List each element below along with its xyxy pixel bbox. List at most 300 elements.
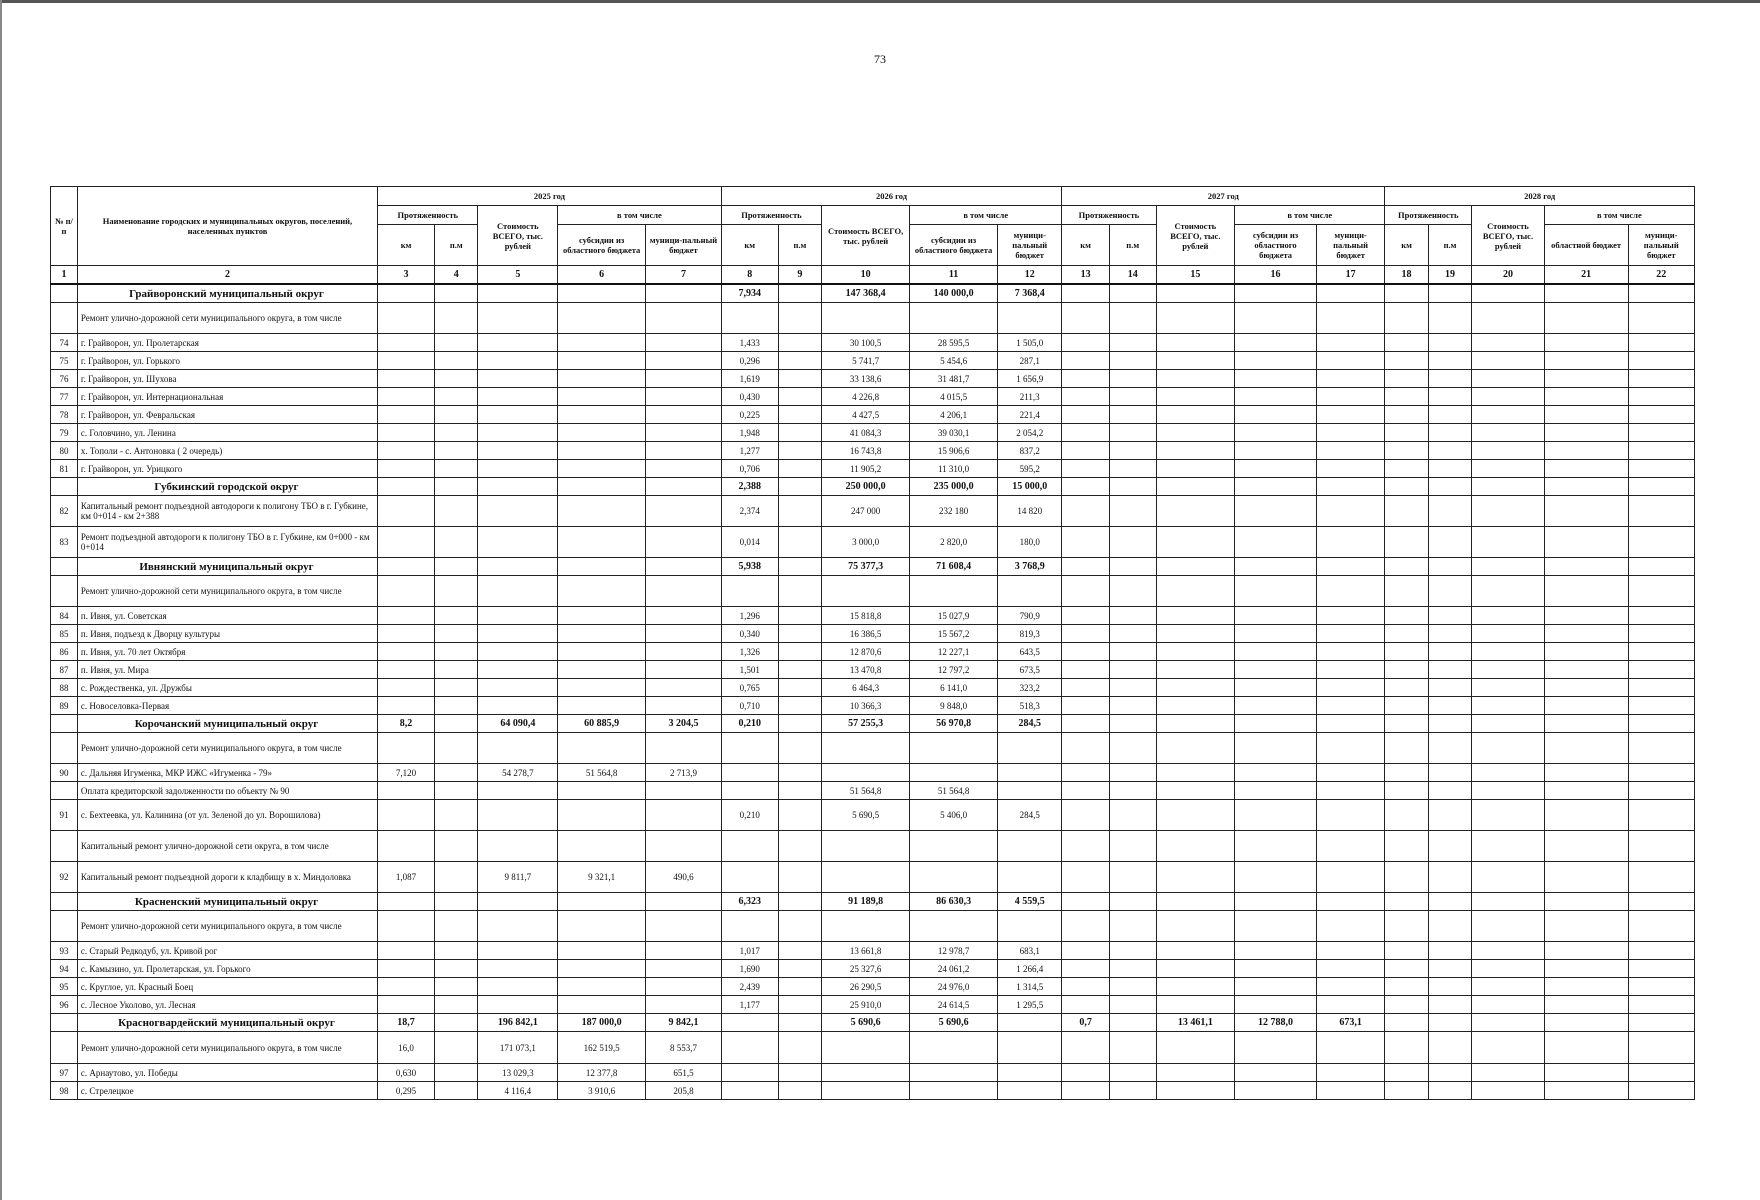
- value-cell: [558, 303, 646, 334]
- value-cell: 0,295: [378, 1082, 435, 1100]
- value-cell: [1544, 942, 1628, 960]
- value-cell: [558, 960, 646, 978]
- row-number: 74: [51, 334, 78, 352]
- value-cell: [721, 862, 778, 893]
- item-name: п. Ивня, подъезд к Дворцу культуры: [77, 625, 377, 643]
- value-cell: [435, 303, 478, 334]
- value-cell: [1109, 960, 1156, 978]
- value-cell: [435, 1014, 478, 1032]
- value-cell: [558, 576, 646, 607]
- value-cell: [1156, 576, 1235, 607]
- value-cell: [1062, 911, 1110, 942]
- value-cell: [1628, 697, 1694, 715]
- value-cell: [910, 831, 998, 862]
- value-cell: [1472, 303, 1544, 334]
- item-name: Ремонт улично-дорожной сети муниципального округа, в том числе: [77, 576, 377, 607]
- value-cell: [1062, 334, 1110, 352]
- table-row: [51, 496, 1695, 527]
- header-cost: Стоимость ВСЕГО, тыс. рублей: [1156, 206, 1235, 266]
- value-cell: [1109, 715, 1156, 733]
- value-cell: [1544, 1064, 1628, 1082]
- header-including: в том числе: [1235, 206, 1385, 225]
- value-cell: [778, 625, 821, 643]
- value-cell: [435, 625, 478, 643]
- value-cell: [778, 782, 821, 800]
- value-cell: [1628, 733, 1694, 764]
- value-cell: [778, 862, 821, 893]
- value-cell: [1156, 942, 1235, 960]
- row-number: [51, 303, 78, 334]
- value-cell: [1316, 576, 1384, 607]
- value-cell: [778, 679, 821, 697]
- value-cell: [378, 442, 435, 460]
- value-cell: [1544, 697, 1628, 715]
- value-cell: [1235, 782, 1317, 800]
- value-cell: [998, 576, 1062, 607]
- value-cell: [1628, 1014, 1694, 1032]
- value-cell: [558, 733, 646, 764]
- value-cell: [1109, 460, 1156, 478]
- value-cell: 284,5: [998, 800, 1062, 831]
- row-number: [51, 911, 78, 942]
- value-cell: [646, 800, 722, 831]
- value-cell: [478, 284, 558, 303]
- value-cell: [1062, 733, 1110, 764]
- value-cell: 51 564,8: [822, 782, 910, 800]
- value-cell: [378, 478, 435, 496]
- value-cell: [1428, 460, 1471, 478]
- value-cell: [1428, 1014, 1471, 1032]
- value-cell: 51 564,8: [910, 782, 998, 800]
- value-cell: 6,323: [721, 893, 778, 911]
- value-cell: 31 481,7: [910, 370, 998, 388]
- value-cell: [1109, 831, 1156, 862]
- value-cell: [1062, 576, 1110, 607]
- scan-left-edge: [0, 0, 2, 1200]
- value-cell: [1156, 496, 1235, 527]
- value-cell: [778, 388, 821, 406]
- column-number: 12: [998, 266, 1062, 285]
- value-cell: 3 910,6: [558, 1082, 646, 1100]
- value-cell: [778, 460, 821, 478]
- district-name: Губкинский городской округ: [77, 478, 377, 496]
- value-cell: [1385, 496, 1428, 527]
- value-cell: [478, 960, 558, 978]
- value-cell: [435, 370, 478, 388]
- value-cell: [721, 303, 778, 334]
- value-cell: 5 690,6: [822, 1014, 910, 1032]
- value-cell: [998, 831, 1062, 862]
- value-cell: [435, 1064, 478, 1082]
- value-cell: [646, 406, 722, 424]
- table-row: [51, 406, 1695, 424]
- column-number: 20: [1472, 266, 1544, 285]
- value-cell: [646, 978, 722, 996]
- value-cell: [435, 661, 478, 679]
- value-cell: [1472, 496, 1544, 527]
- value-cell: [1385, 733, 1428, 764]
- value-cell: 651,5: [646, 1064, 722, 1082]
- value-cell: [778, 960, 821, 978]
- value-cell: [1109, 284, 1156, 303]
- value-cell: [1235, 996, 1317, 1014]
- value-cell: [910, 1064, 998, 1082]
- item-name: г. Грайворон, ул. Пролетарская: [77, 334, 377, 352]
- value-cell: [1628, 978, 1694, 996]
- value-cell: [1156, 1064, 1235, 1082]
- value-cell: [1316, 388, 1384, 406]
- value-cell: [1235, 1064, 1317, 1082]
- value-cell: [1628, 625, 1694, 643]
- header-year-2027: 2027 год: [1062, 187, 1385, 206]
- item-name: с. Круглое, ул. Красный Боец: [77, 978, 377, 996]
- value-cell: 15 906,6: [910, 442, 998, 460]
- value-cell: [1109, 496, 1156, 527]
- value-cell: [378, 978, 435, 996]
- column-number-row: [51, 266, 1695, 285]
- value-cell: 15 000,0: [998, 478, 1062, 496]
- value-cell: [1109, 388, 1156, 406]
- row-number: 84: [51, 607, 78, 625]
- value-cell: [558, 352, 646, 370]
- value-cell: [1544, 442, 1628, 460]
- value-cell: [1385, 527, 1428, 558]
- value-cell: [646, 782, 722, 800]
- value-cell: [1544, 1014, 1628, 1032]
- value-cell: 323,2: [998, 679, 1062, 697]
- subheading-row: [51, 911, 1695, 942]
- value-cell: 2,374: [721, 496, 778, 527]
- header-including: в том числе: [558, 206, 722, 225]
- value-cell: [1428, 800, 1471, 831]
- value-cell: [721, 1082, 778, 1100]
- value-cell: [1544, 996, 1628, 1014]
- value-cell: [778, 284, 821, 303]
- value-cell: [721, 831, 778, 862]
- value-cell: [822, 576, 910, 607]
- value-cell: [435, 424, 478, 442]
- value-cell: [478, 478, 558, 496]
- value-cell: [1428, 388, 1471, 406]
- value-cell: 30 100,5: [822, 334, 910, 352]
- value-cell: [1316, 442, 1384, 460]
- value-cell: [1235, 679, 1317, 697]
- value-cell: [1628, 406, 1694, 424]
- value-cell: [435, 478, 478, 496]
- value-cell: 86 630,3: [910, 893, 998, 911]
- value-cell: [435, 576, 478, 607]
- value-cell: [378, 643, 435, 661]
- value-cell: [1316, 1064, 1384, 1082]
- value-cell: [822, 831, 910, 862]
- value-cell: [1472, 733, 1544, 764]
- value-cell: [1235, 800, 1317, 831]
- value-cell: [435, 607, 478, 625]
- value-cell: 8,2: [378, 715, 435, 733]
- value-cell: [478, 679, 558, 697]
- value-cell: [1428, 527, 1471, 558]
- value-cell: [435, 733, 478, 764]
- value-cell: 64 090,4: [478, 715, 558, 733]
- value-cell: [478, 607, 558, 625]
- value-cell: [1544, 352, 1628, 370]
- value-cell: 4 226,8: [822, 388, 910, 406]
- value-cell: [1628, 764, 1694, 782]
- value-cell: [1316, 679, 1384, 697]
- value-cell: 673,5: [998, 661, 1062, 679]
- value-cell: [1062, 303, 1110, 334]
- value-cell: 12 788,0: [1235, 1014, 1317, 1032]
- value-cell: [910, 764, 998, 782]
- value-cell: [558, 607, 646, 625]
- value-cell: [1062, 496, 1110, 527]
- value-cell: [998, 764, 1062, 782]
- row-number: [51, 1032, 78, 1064]
- value-cell: [1062, 643, 1110, 661]
- value-cell: [478, 625, 558, 643]
- value-cell: 16,0: [378, 1032, 435, 1064]
- value-cell: [721, 576, 778, 607]
- value-cell: [1316, 733, 1384, 764]
- value-cell: 51 564,8: [558, 764, 646, 782]
- value-cell: [1428, 764, 1471, 782]
- item-name: с. Бехтеевка, ул. Калинина (от ул. Зеленой до ул. Ворошилова): [77, 800, 377, 831]
- value-cell: [1156, 831, 1235, 862]
- value-cell: [778, 893, 821, 911]
- value-cell: [435, 960, 478, 978]
- table-row: [51, 334, 1695, 352]
- value-cell: [778, 558, 821, 576]
- value-cell: [1156, 800, 1235, 831]
- value-cell: [1472, 442, 1544, 460]
- value-cell: [1156, 911, 1235, 942]
- value-cell: [1156, 460, 1235, 478]
- value-cell: 12 797,2: [910, 661, 998, 679]
- value-cell: [1235, 478, 1317, 496]
- district-name: Корочанский муниципальный округ: [77, 715, 377, 733]
- value-cell: 4 427,5: [822, 406, 910, 424]
- value-cell: [1156, 442, 1235, 460]
- value-cell: [778, 1064, 821, 1082]
- value-cell: [1316, 284, 1384, 303]
- value-cell: [1316, 978, 1384, 996]
- value-cell: [646, 643, 722, 661]
- value-cell: 2,388: [721, 478, 778, 496]
- value-cell: 5 690,5: [822, 800, 910, 831]
- value-cell: [558, 424, 646, 442]
- value-cell: [998, 1082, 1062, 1100]
- row-number: 83: [51, 527, 78, 558]
- value-cell: [1156, 764, 1235, 782]
- value-cell: [1628, 1064, 1694, 1082]
- value-cell: [1544, 893, 1628, 911]
- table-row: [51, 800, 1695, 831]
- value-cell: [646, 352, 722, 370]
- header-length: Протяженность: [721, 206, 821, 225]
- value-cell: [1156, 607, 1235, 625]
- value-cell: [378, 527, 435, 558]
- column-number: 14: [1109, 266, 1156, 285]
- value-cell: [1544, 764, 1628, 782]
- value-cell: [558, 978, 646, 996]
- value-cell: [435, 942, 478, 960]
- subheading-row: [51, 576, 1695, 607]
- value-cell: [1544, 862, 1628, 893]
- item-name: Ремонт улично-дорожной сети муниципального округа, в том числе: [77, 303, 377, 334]
- value-cell: [378, 284, 435, 303]
- value-cell: [1385, 1032, 1428, 1064]
- value-cell: [1628, 831, 1694, 862]
- value-cell: [1428, 942, 1471, 960]
- value-cell: [378, 960, 435, 978]
- table-body: [51, 284, 1695, 1100]
- item-name: Оплата кредиторской задолженности по объекту № 90: [77, 782, 377, 800]
- value-cell: [1385, 388, 1428, 406]
- value-cell: 11 310,0: [910, 460, 998, 478]
- value-cell: [1472, 661, 1544, 679]
- column-number: 4: [435, 266, 478, 285]
- value-cell: [1062, 862, 1110, 893]
- value-cell: [1628, 352, 1694, 370]
- value-cell: 60 885,9: [558, 715, 646, 733]
- value-cell: [646, 697, 722, 715]
- value-cell: [1156, 960, 1235, 978]
- value-cell: [1109, 800, 1156, 831]
- table-row: [51, 424, 1695, 442]
- value-cell: [778, 715, 821, 733]
- value-cell: [1109, 764, 1156, 782]
- value-cell: [1385, 442, 1428, 460]
- value-cell: [1062, 831, 1110, 862]
- value-cell: [1428, 893, 1471, 911]
- value-cell: [1544, 978, 1628, 996]
- value-cell: [1385, 697, 1428, 715]
- column-number: 9: [778, 266, 821, 285]
- row-number: [51, 782, 78, 800]
- value-cell: 250 000,0: [822, 478, 910, 496]
- value-cell: [1156, 862, 1235, 893]
- value-cell: [1628, 715, 1694, 733]
- value-cell: [778, 442, 821, 460]
- value-cell: [435, 978, 478, 996]
- value-cell: [1544, 715, 1628, 733]
- value-cell: [1544, 679, 1628, 697]
- value-cell: [435, 334, 478, 352]
- value-cell: [822, 1064, 910, 1082]
- value-cell: [1235, 978, 1317, 996]
- row-number: [51, 478, 78, 496]
- value-cell: [998, 1032, 1062, 1064]
- value-cell: [1385, 284, 1428, 303]
- value-cell: [478, 576, 558, 607]
- value-cell: [646, 424, 722, 442]
- header-municipal: муници-пальный бюджет: [998, 225, 1062, 266]
- value-cell: [1385, 406, 1428, 424]
- value-cell: [1156, 1082, 1235, 1100]
- row-number: 97: [51, 1064, 78, 1082]
- value-cell: [1544, 607, 1628, 625]
- value-cell: [778, 576, 821, 607]
- table-row: [51, 764, 1695, 782]
- page-number: 73: [874, 52, 886, 66]
- district-name: Красногвардейский муниципальный округ: [77, 1014, 377, 1032]
- value-cell: [778, 911, 821, 942]
- value-cell: [1428, 424, 1471, 442]
- value-cell: 232 180: [910, 496, 998, 527]
- item-name: Капитальный ремонт подъездной автодороги к полигону ТБО в г. Губкине, км 0+014 - км 2+388: [77, 496, 377, 527]
- row-number: [51, 576, 78, 607]
- value-cell: [378, 424, 435, 442]
- value-cell: 16 386,5: [822, 625, 910, 643]
- item-name: с. Лесное Уколово, ул. Лесная: [77, 996, 377, 1014]
- item-name: Ремонт улично-дорожной сети муниципального округа, в том числе: [77, 1032, 377, 1064]
- district-row: [51, 1014, 1695, 1032]
- value-cell: [1428, 352, 1471, 370]
- table-row: [51, 527, 1695, 558]
- value-cell: [646, 679, 722, 697]
- header-year-2028: 2028 год: [1385, 187, 1695, 206]
- value-cell: [998, 733, 1062, 764]
- header-cost: Стоимость ВСЕГО, тыс. рублей: [822, 206, 910, 266]
- value-cell: [1428, 478, 1471, 496]
- value-cell: [1109, 782, 1156, 800]
- value-cell: [1472, 607, 1544, 625]
- value-cell: 205,8: [646, 1082, 722, 1100]
- value-cell: [1316, 960, 1384, 978]
- value-cell: [778, 643, 821, 661]
- value-cell: [558, 800, 646, 831]
- value-cell: [1544, 303, 1628, 334]
- value-cell: [1544, 424, 1628, 442]
- value-cell: 57 255,3: [822, 715, 910, 733]
- column-number: 8: [721, 266, 778, 285]
- value-cell: [1472, 370, 1544, 388]
- value-cell: [1385, 782, 1428, 800]
- table-row: [51, 643, 1695, 661]
- value-cell: [646, 460, 722, 478]
- value-cell: [1628, 284, 1694, 303]
- header-km: км: [1062, 225, 1110, 266]
- value-cell: [1428, 1032, 1471, 1064]
- value-cell: [1544, 406, 1628, 424]
- scan-top-edge: [0, 0, 1760, 3]
- value-cell: [778, 942, 821, 960]
- district-name: Красненский муниципальный округ: [77, 893, 377, 911]
- value-cell: [822, 911, 910, 942]
- value-cell: [778, 424, 821, 442]
- value-cell: [1316, 643, 1384, 661]
- row-number: [51, 558, 78, 576]
- value-cell: [1428, 996, 1471, 1014]
- value-cell: 13 029,3: [478, 1064, 558, 1082]
- value-cell: [1544, 782, 1628, 800]
- value-cell: [1109, 643, 1156, 661]
- table-row: [51, 442, 1695, 460]
- value-cell: [1472, 764, 1544, 782]
- value-cell: 287,1: [998, 352, 1062, 370]
- value-cell: [646, 733, 722, 764]
- value-cell: [1472, 424, 1544, 442]
- value-cell: [721, 911, 778, 942]
- column-number: 5: [478, 266, 558, 285]
- value-cell: 15 567,2: [910, 625, 998, 643]
- table-row: [51, 388, 1695, 406]
- header-pm: п.м: [1109, 225, 1156, 266]
- value-cell: [646, 576, 722, 607]
- value-cell: [435, 996, 478, 1014]
- value-cell: [1156, 697, 1235, 715]
- item-name: с. Арнаутово, ул. Победы: [77, 1064, 377, 1082]
